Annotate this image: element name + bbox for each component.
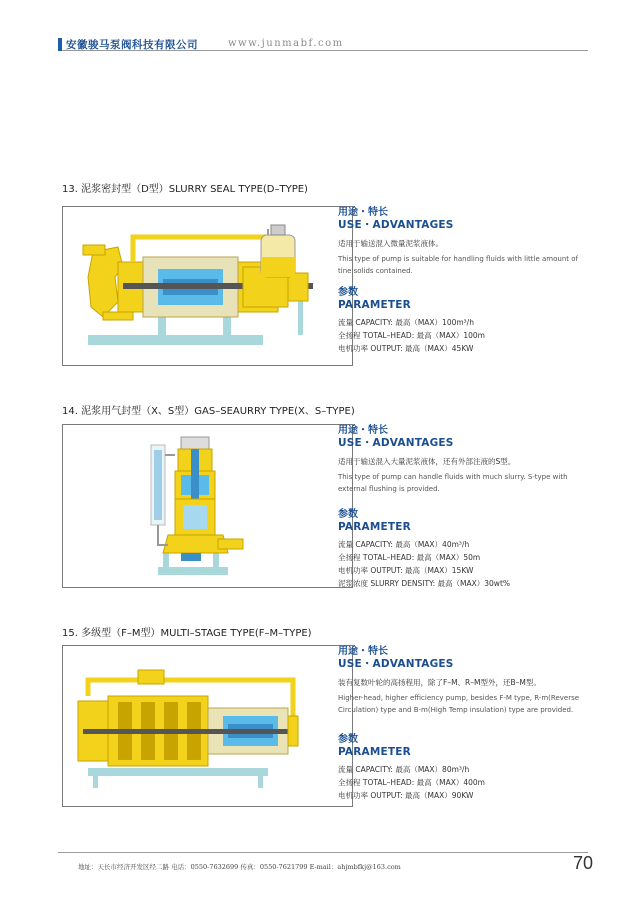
advantages-title-cn: 用途・特长 — [338, 207, 388, 218]
description-cn: 适用于输送混入微量泥浆液体。 — [338, 239, 443, 248]
page-header — [58, 38, 588, 51]
spec-total-head: 全扬程 TOTAL–HEAD: 最高（MAX）50m — [338, 553, 481, 562]
advantages-title-cn: 用途・特长 — [338, 425, 388, 436]
section-14-title: 14. 泥浆用气封型（X、S型）GAS–SEAURRY TYPE(X、S–TYPE) — [62, 406, 355, 417]
parameter-title-en: PARAMETER — [338, 521, 411, 533]
company-name: 安徽骏马泵阀科技有限公司 — [66, 39, 198, 51]
description-en: This type of pump can handle fluids with much slurry. S-type with external flushing is provided. — [338, 473, 568, 493]
company-website: www.junmabf.com — [228, 38, 344, 49]
footer-divider — [58, 852, 588, 853]
x-s-type-pump-drawing — [63, 425, 352, 587]
description-cn: 装有复数叶轮的高扬程用，除了F–M、R–M型外，还B–M型。 — [338, 678, 541, 687]
parameter-title-cn: 参数 — [338, 287, 358, 298]
description-en: This type of pump is suitable for handling fluids with little amount of tine solids contained. — [338, 255, 578, 275]
d-type-pump-drawing — [63, 207, 352, 365]
spec-capacity: 流量 CAPACITY: 最高（MAX）80m³/h — [338, 765, 470, 774]
section-13-pump-image — [62, 206, 353, 366]
section-14-info — [338, 425, 588, 590]
advantages-title-en: USE・ADVANTAGES — [338, 658, 454, 670]
spec-output: 电机功率 OUTPUT: 最高（MAX）90KW — [338, 791, 474, 800]
description-cn: 适用于输送混入大量泥浆液体，还有外部注液的S型。 — [338, 457, 516, 466]
spec-capacity: 流量 CAPACITY: 最高（MAX）100m³/h — [338, 318, 474, 327]
section-14-pump-image — [62, 424, 353, 588]
advantages-title-en: USE・ADVANTAGES — [338, 437, 454, 449]
section-15-title: 15. 多级型（F–M型）MULTI–STAGE TYPE(F–M–TYPE) — [62, 628, 312, 639]
section-13-title: 13. 泥浆密封型（D型）SLURRY SEAL TYPE(D–TYPE) — [62, 184, 308, 195]
header-accent-bar — [58, 38, 62, 51]
parameter-title-en: PARAMETER — [338, 746, 411, 758]
section-15-pump-image — [62, 645, 353, 807]
spec-slurry-density: 泥浆浓度 SLURRY DENSITY: 最高（MAX）30wt% — [338, 579, 511, 588]
parameter-title-cn: 参数 — [338, 509, 358, 520]
section-13-info — [338, 207, 588, 355]
f-m-type-pump-drawing — [63, 646, 352, 806]
advantages-title-en: USE・ADVANTAGES — [338, 219, 454, 231]
spec-output: 电机功率 OUTPUT: 最高（MAX）45KW — [338, 344, 474, 353]
spec-total-head: 全扬程 TOTAL–HEAD: 最高（MAX）400m — [338, 778, 485, 787]
spec-total-head: 全扬程 TOTAL–HEAD: 最高（MAX）100m — [338, 331, 485, 340]
page-number: 70 — [573, 853, 594, 873]
parameter-title-cn: 参数 — [338, 734, 358, 745]
section-15-info — [338, 646, 588, 802]
description-en: Higher-head, higher efficiency pump, besides F-M type, R-m(Reverse Circulation) type and B-m(High Temp insulation) type are provided. — [338, 694, 580, 714]
spec-output: 电机功率 OUTPUT: 最高（MAX）15KW — [338, 566, 474, 575]
footer-contact: 地址：天长市经济开发区经二路 电话：0550-7632699 传真：0550-7621799 E-mail：ahjmbfkj@163.com — [78, 863, 401, 871]
spec-capacity: 流量 CAPACITY: 最高（MAX）40m³/h — [338, 540, 470, 549]
advantages-title-cn: 用途・特长 — [338, 646, 388, 657]
parameter-title-en: PARAMETER — [338, 299, 411, 311]
